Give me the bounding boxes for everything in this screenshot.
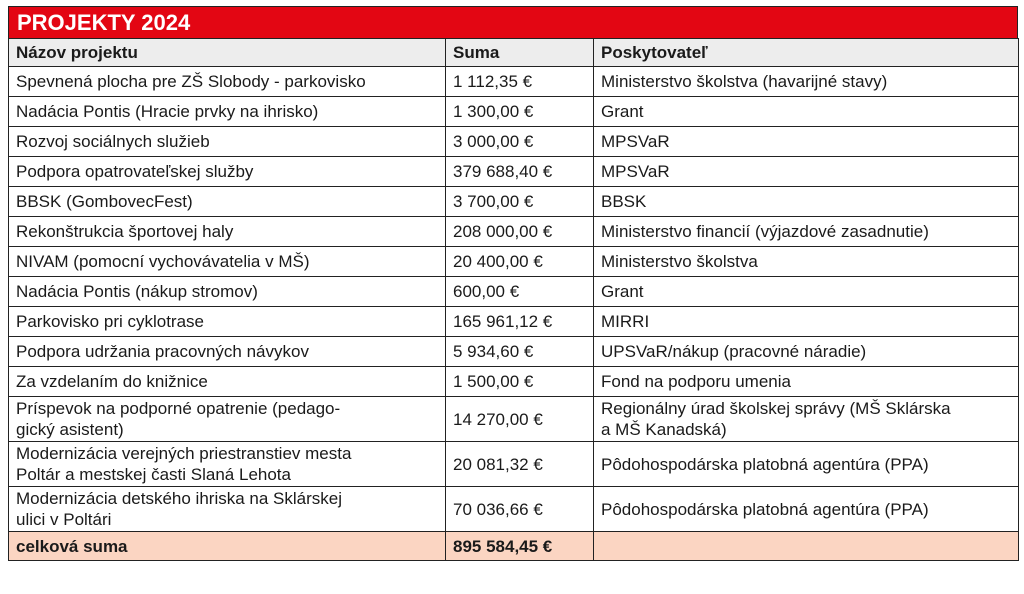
header-row bbox=[9, 39, 1019, 67]
project-name-cell: Príspevok na podporné opatrenie (pedago- gický asistent) bbox=[9, 397, 446, 442]
amount-cell: 165 961,12 € bbox=[446, 307, 594, 337]
amount-cell: 70 036,66 € bbox=[446, 487, 594, 532]
amount-cell: 379 688,40 € bbox=[446, 157, 594, 187]
projects-table bbox=[8, 38, 1019, 561]
table-row bbox=[9, 187, 1019, 217]
table-row bbox=[9, 367, 1019, 397]
table-row bbox=[9, 337, 1019, 367]
header-project-name: Názov projektu bbox=[9, 39, 446, 67]
table-row bbox=[9, 67, 1019, 97]
project-name-cell: Parkovisko pri cyklotrase bbox=[9, 307, 446, 337]
project-name-cell: BBSK (GombovecFest) bbox=[9, 187, 446, 217]
table-row bbox=[9, 442, 1019, 487]
provider-cell: Pôdohospodárska platobná agentúra (PPA) bbox=[594, 442, 1019, 487]
provider-cell: Regionálny úrad školskej správy (MŠ Sklárska a MŠ Kanadská) bbox=[594, 397, 1019, 442]
project-name-cell: Podpora opatrovateľskej služby bbox=[9, 157, 446, 187]
amount-cell: 20 081,32 € bbox=[446, 442, 594, 487]
table-row bbox=[9, 247, 1019, 277]
provider-cell: MPSVaR bbox=[594, 157, 1019, 187]
table-row bbox=[9, 97, 1019, 127]
projects-table-container bbox=[8, 6, 1018, 561]
amount-cell: 5 934,60 € bbox=[446, 337, 594, 367]
table-row bbox=[9, 217, 1019, 247]
provider-cell: Pôdohospodárska platobná agentúra (PPA) bbox=[594, 487, 1019, 532]
project-name-cell: Nadácia Pontis (nákup stromov) bbox=[9, 277, 446, 307]
project-name-cell: Modernizácia detského ihriska na Sklárskej ulici v Poltári bbox=[9, 487, 446, 532]
table-row bbox=[9, 307, 1019, 337]
header-amount: Suma bbox=[446, 39, 594, 67]
provider-cell: Ministerstvo financií (výjazdové zasadnutie) bbox=[594, 217, 1019, 247]
amount-cell: 3 700,00 € bbox=[446, 187, 594, 217]
amount-cell: 14 270,00 € bbox=[446, 397, 594, 442]
table-body bbox=[9, 67, 1019, 561]
table-row bbox=[9, 397, 1019, 442]
table-row bbox=[9, 277, 1019, 307]
provider-cell: Ministerstvo školstva bbox=[594, 247, 1019, 277]
total-row bbox=[9, 532, 1019, 561]
project-name-cell: Nadácia Pontis (Hracie prvky na ihrisko) bbox=[9, 97, 446, 127]
provider-cell: Ministerstvo školstva (havarijné stavy) bbox=[594, 67, 1019, 97]
amount-cell: 1 500,00 € bbox=[446, 367, 594, 397]
amount-cell: 600,00 € bbox=[446, 277, 594, 307]
amount-cell: 208 000,00 € bbox=[446, 217, 594, 247]
table-row bbox=[9, 157, 1019, 187]
amount-cell: 1 112,35 € bbox=[446, 67, 594, 97]
provider-cell: MPSVaR bbox=[594, 127, 1019, 157]
provider-cell: Grant bbox=[594, 277, 1019, 307]
project-name-cell: Rekonštrukcia športovej haly bbox=[9, 217, 446, 247]
provider-cell: Grant bbox=[594, 97, 1019, 127]
provider-cell: MIRRI bbox=[594, 307, 1019, 337]
project-name-cell: Podpora udržania pracovných návykov bbox=[9, 337, 446, 367]
provider-cell: BBSK bbox=[594, 187, 1019, 217]
table-row bbox=[9, 127, 1019, 157]
project-name-cell: NIVAM (pomocní vychovávatelia v MŠ) bbox=[9, 247, 446, 277]
amount-cell: 20 400,00 € bbox=[446, 247, 594, 277]
provider-cell: Fond na podporu umenia bbox=[594, 367, 1019, 397]
total-amount: 895 584,45 € bbox=[446, 532, 594, 561]
table-title: PROJEKTY 2024 bbox=[8, 6, 1018, 38]
amount-cell: 1 300,00 € bbox=[446, 97, 594, 127]
total-provider-cell bbox=[594, 532, 1019, 561]
project-name-cell: Spevnená plocha pre ZŠ Slobody - parkovisko bbox=[9, 67, 446, 97]
project-name-cell: Za vzdelaním do knižnice bbox=[9, 367, 446, 397]
provider-cell: UPSVaR/nákup (pracovné náradie) bbox=[594, 337, 1019, 367]
header-provider: Poskytovateľ bbox=[594, 39, 1019, 67]
total-label: celková suma bbox=[9, 532, 446, 561]
project-name-cell: Modernizácia verejných priestranstiev mesta Poltár a mestskej časti Slaná Lehota bbox=[9, 442, 446, 487]
table-row bbox=[9, 487, 1019, 532]
amount-cell: 3 000,00 € bbox=[446, 127, 594, 157]
project-name-cell: Rozvoj sociálnych služieb bbox=[9, 127, 446, 157]
